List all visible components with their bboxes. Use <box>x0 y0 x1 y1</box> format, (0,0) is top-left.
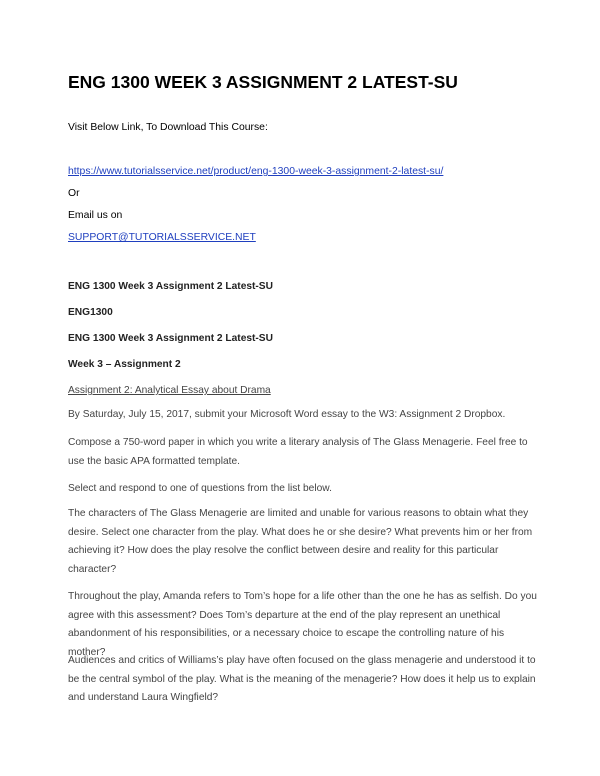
paragraph-5: Throughout the play, Amanda refers to Tom’s hope for a life other than the one he has as selfish. Do you agree with this assessment? Does Tom’s departure at the end of the play represent an unethical abandonment of his responsibilities, or a necessary choice to escape the controlling nature of his mother? <box>68 591 537 658</box>
or-text: Or <box>68 188 80 199</box>
heading-4: Week 3 – Assignment 2 <box>68 359 181 370</box>
heading-1: ENG 1300 Week 3 Assignment 2 Latest-SU <box>68 281 273 292</box>
course-link[interactable]: https://www.tutorialsservice.net/product/eng-1300-week-3-assignment-2-latest-su/ <box>68 166 444 177</box>
paragraph-3: Select and respond to one of questions from the list below. <box>68 483 332 494</box>
email-label: Email us on <box>68 210 123 221</box>
heading-3: ENG 1300 Week 3 Assignment 2 Latest-SU <box>68 333 273 344</box>
document-title: ENG 1300 WEEK 3 ASSIGNMENT 2 LATEST-SU <box>68 72 458 92</box>
paragraph-2: Compose a 750-word paper in which you write a literary analysis of The Glass Menagerie. Feel free to use the basic APA formatted template. <box>68 437 528 467</box>
paragraph-1: By Saturday, July 15, 2017, submit your Microsoft Word essay to the W3: Assignment 2 Dropbox. <box>68 409 506 420</box>
email-link[interactable]: SUPPORT@TUTORIALSSERVICE.NET <box>68 232 256 243</box>
paragraph-6: Audiences and critics of Williams’s play have often focused on the glass menagerie and understood it to be the central symbol of the play. What is the meaning of the menagerie? How does it help us to explain and understand Laura Wingfield? <box>68 655 536 704</box>
assignment-title: Assignment 2: Analytical Essay about Drama <box>68 385 271 396</box>
intro-text: Visit Below Link, To Download This Course: <box>68 122 268 133</box>
paragraph-4: The characters of The Glass Menagerie are limited and unable for various reasons to obtain what they desire. Select one character from the play. What does he or she desire? What prevents him or her from achieving it? How does the play resolve the conflict between desire and reality for this particular character? <box>68 508 533 575</box>
heading-2: ENG1300 <box>68 307 113 318</box>
